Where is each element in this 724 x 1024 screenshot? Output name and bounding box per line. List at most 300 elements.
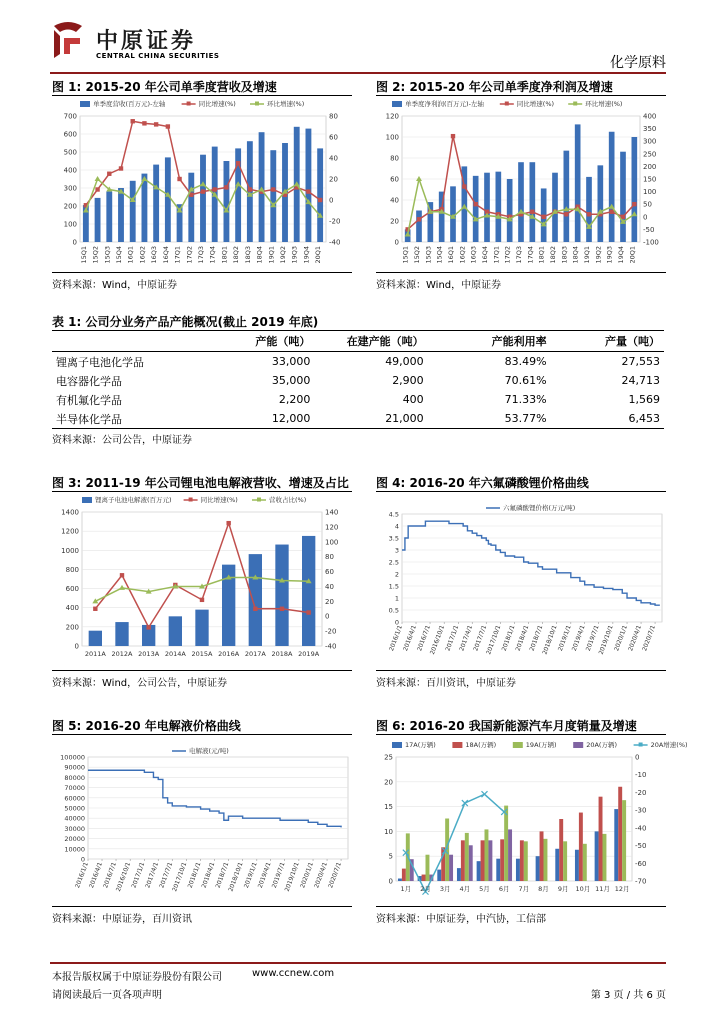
legend-label: 18A(万辆): [465, 741, 497, 749]
table-header-cell: 在建产能（吨）: [346, 335, 424, 348]
point: [482, 791, 488, 797]
x-tick-label: 2016/7/1: [416, 624, 432, 653]
x-tick-label: 2017/4/1: [458, 624, 475, 653]
legend-item: [500, 99, 554, 108]
bar: [586, 177, 592, 242]
table-cell: 12,000: [271, 412, 311, 425]
y-left-tick-label: 600: [63, 130, 77, 139]
x-tick-label: 10月: [575, 885, 591, 893]
fig6-chart: [376, 735, 688, 905]
y-tick-label: 10000: [64, 845, 85, 854]
x-tick-label: 17Q1: [492, 246, 501, 264]
point: [131, 119, 135, 123]
legend-item: [184, 495, 238, 504]
y-left-tick-label: 0: [72, 238, 77, 247]
chart-svg: [376, 492, 666, 668]
y-right-tick-label: -20: [329, 217, 341, 226]
table-header-row: [52, 331, 664, 352]
point: [473, 202, 477, 206]
bar: [426, 855, 430, 881]
point: [95, 176, 101, 181]
footer-disclaimer: 请阅读最后一页各项声明: [52, 990, 162, 1001]
x-tick-label: 2017/7/1: [472, 624, 489, 653]
x-tick-label: 16Q4: [481, 246, 489, 264]
point: [306, 610, 310, 614]
x-tick-label: 20Q1: [628, 246, 637, 264]
bar: [496, 172, 502, 242]
bar: [544, 839, 548, 881]
bar: [618, 787, 622, 881]
x-tick-label: 2020/1/1: [613, 624, 629, 653]
legend-label: 20A增速(%): [650, 741, 688, 749]
x-tick-label: 17Q1: [173, 246, 182, 264]
fig5-title: 图 5: 2016-20 年电解液价格曲线: [52, 719, 241, 733]
y-right-tick-label: -20: [635, 788, 647, 797]
x-tick-label: 18Q3: [243, 246, 252, 264]
x-tick-label: 2月: [420, 885, 431, 893]
bar: [598, 165, 604, 242]
fig1-title: 图 1: 2015-20 年公司单季度营收及增速: [52, 80, 277, 94]
legend-swatch: [392, 742, 402, 748]
point: [107, 172, 111, 176]
x-tick-label: 17Q3: [197, 246, 205, 264]
bar: [306, 129, 312, 242]
x-tick-label: 17Q2: [185, 246, 194, 264]
legend-swatch: [513, 742, 523, 748]
x-tick-label: 2011A: [84, 650, 106, 658]
y-right-tick-label: 0: [635, 753, 640, 762]
point: [306, 189, 310, 193]
x-tick-label: 15Q2: [91, 246, 100, 264]
table-cell: 半导体化学品: [56, 412, 122, 426]
x-tick-label: 2016/1/1: [388, 624, 404, 653]
x-tick-label: 15Q4: [435, 246, 444, 264]
y-tick-label: 2.5: [388, 558, 399, 567]
point: [248, 187, 252, 191]
bar: [422, 875, 426, 881]
y-left-tick-label: 40: [390, 196, 399, 205]
point: [120, 573, 124, 577]
x-tick-label: 19Q3: [290, 246, 299, 264]
point: [142, 121, 146, 125]
y-left-tick-label: 100: [63, 220, 77, 229]
y-right-tick-label: -40: [635, 824, 647, 833]
bar: [106, 192, 112, 242]
legend-item: [513, 741, 557, 749]
table-cell: 电容器化学品: [56, 374, 122, 388]
x-tick-label: 2012A: [111, 650, 133, 658]
fig6-rule-bottom: [376, 906, 666, 907]
legend-marker: [505, 102, 509, 106]
fig5-source: 资料来源：中原证券，百川资讯: [52, 914, 192, 925]
y-right-tick-label: -10: [635, 771, 647, 780]
legend-swatch: [82, 497, 92, 503]
legend-label: 单季度净利润(百万元)-左轴: [405, 100, 484, 108]
legend-label: 同比增速(%): [200, 496, 238, 504]
y-left-tick-label: 25: [384, 753, 393, 762]
y-left-tick-label: 60: [390, 175, 399, 184]
y-tick-label: 0.5: [388, 606, 399, 615]
x-tick-label: 2018/7/1: [528, 624, 545, 653]
x-tick-label: 16Q1: [447, 246, 455, 264]
bar: [599, 797, 603, 881]
y-left-tick-label: 0: [388, 877, 393, 886]
table-cell: 33,000: [271, 355, 311, 368]
y-left-tick-label: 20: [384, 778, 393, 787]
bar: [169, 616, 182, 646]
y-left-tick-label: 10: [384, 827, 393, 836]
x-tick-label: 2016/7/1: [102, 861, 118, 890]
point: [451, 134, 455, 138]
bar: [484, 173, 490, 242]
x-tick-label: 2019/4/1: [570, 624, 587, 653]
x-tick-label: 19Q4: [617, 246, 625, 264]
y-right-tick-label: 40: [329, 154, 338, 163]
y-right-tick-label: 20: [329, 175, 338, 184]
point: [213, 187, 217, 191]
legend-swatch: [392, 101, 402, 107]
legend-item: [392, 99, 484, 108]
bar: [516, 859, 520, 881]
bar: [540, 831, 544, 881]
bar: [632, 137, 638, 242]
x-tick-label: 2019/7/1: [584, 624, 601, 653]
table-cell: 2,900: [392, 374, 424, 387]
table-cell: 2,200: [278, 393, 311, 406]
y-right-tick-label: 120: [325, 523, 339, 532]
bar: [416, 211, 422, 243]
x-tick-label: 19Q3: [605, 246, 614, 264]
point: [119, 166, 123, 170]
x-tick-label: 2020/7/1: [327, 861, 343, 890]
table1-title: 表 1: 公司分业务产品产能概况(截止 2019 年底): [52, 315, 319, 329]
y-left-tick-label: 80: [390, 154, 399, 163]
fig2-chart: [376, 96, 666, 272]
y-right-tick-label: 60: [325, 568, 334, 577]
legend-marker: [639, 743, 643, 747]
y-left-tick-label: 20: [390, 217, 399, 226]
x-tick-label: 2016/1/1: [74, 861, 90, 890]
y-left-tick-label: 200: [63, 202, 77, 211]
page-number: 第 3 页 / 共 6 页: [590, 990, 666, 1001]
section-title: 化学原料: [610, 55, 666, 71]
legend-label: 电解液(元/吨): [189, 747, 229, 755]
legend-marker: [573, 102, 577, 106]
bar: [575, 850, 579, 881]
point: [201, 189, 205, 193]
y-right-tick-label: 50: [643, 200, 652, 209]
x-tick-label: 11月: [595, 885, 610, 893]
y-tick-label: 3: [394, 546, 399, 555]
point: [564, 212, 568, 216]
table-cell: 71.33%: [504, 393, 547, 406]
fig6-title: 图 6: 2016-20 我国新能源汽车月度销量及增速: [376, 719, 637, 733]
bar: [224, 161, 230, 242]
x-tick-label: 2013A: [138, 650, 160, 658]
point: [236, 161, 240, 165]
y-tick-label: 100000: [60, 753, 85, 762]
bar: [95, 198, 101, 242]
bar: [504, 806, 508, 881]
x-tick-label: 2016/4/1: [402, 624, 418, 653]
table-row: [52, 371, 664, 390]
x-tick-label: 18Q4: [571, 246, 580, 264]
point: [416, 176, 422, 181]
y-left-tick-label: 400: [65, 604, 79, 613]
footer-website[interactable]: www.ccnew.com: [252, 968, 335, 979]
y-right-tick-label: -20: [325, 627, 337, 636]
legend-item: [82, 495, 172, 504]
bar: [575, 124, 581, 242]
x-tick-label: 2017/1/1: [130, 861, 147, 890]
y-right-tick-label: -30: [635, 806, 647, 815]
fig4-rule-bottom: [376, 670, 666, 671]
bar: [496, 859, 500, 881]
fig1-rule-bottom: [52, 272, 352, 273]
point: [541, 215, 545, 219]
x-tick-label: 2017/10/1: [485, 624, 503, 656]
series-line: [88, 770, 341, 827]
chart-svg: [52, 735, 352, 905]
y-right-tick-label: 0: [643, 213, 648, 222]
chart-svg: [376, 735, 688, 905]
x-tick-label: 2018/4/1: [200, 861, 217, 890]
legend-label: 环比增速(%): [585, 100, 623, 108]
legend-swatch: [452, 742, 462, 748]
y-tick-label: 20000: [64, 835, 85, 844]
x-tick-label: 4月: [459, 885, 471, 893]
legend-item: [573, 741, 617, 749]
bar: [500, 839, 504, 881]
fig4-chart: [376, 492, 666, 668]
legend-item: [172, 746, 229, 755]
table-cell: 1,569: [628, 393, 660, 406]
legend-item: [486, 503, 575, 512]
y-tick-label: 0: [394, 618, 399, 627]
y-right-tick-label: 200: [643, 162, 657, 171]
fig3-title: 图 3: 2011-19 年公司锂电池电解液营收、增速及占比: [52, 476, 349, 490]
x-tick-label: 12月: [614, 885, 630, 893]
fig3-chart: [52, 492, 352, 668]
y-tick-label: 4: [394, 522, 399, 531]
y-left-tick-label: 1200: [61, 527, 79, 536]
bar: [165, 157, 171, 242]
y-tick-label: 2: [394, 570, 399, 579]
bar: [563, 841, 567, 881]
y-tick-label: 50000: [64, 804, 85, 813]
y-right-tick-label: -60: [635, 859, 647, 868]
legend-label: 20A(万辆): [586, 741, 617, 749]
fig1-chart: [52, 96, 352, 272]
y-tick-label: 60000: [64, 794, 85, 803]
y-right-tick-label: 250: [643, 150, 657, 159]
legend-item: [452, 741, 496, 749]
x-tick-label: 2020/4/1: [627, 624, 643, 653]
x-tick-label: 2018/1/1: [186, 861, 203, 890]
bar: [302, 536, 315, 646]
y-tick-label: 3.5: [388, 534, 399, 543]
x-tick-label: 2016/10/1: [428, 624, 447, 656]
capacity-table: [52, 330, 664, 429]
x-tick-label: 15Q2: [413, 246, 421, 264]
y-left-tick-label: 300: [63, 184, 77, 193]
table-cell: 53.77%: [504, 412, 547, 425]
y-left-tick-label: 5: [388, 852, 393, 861]
chart-svg: [376, 96, 666, 272]
point: [224, 185, 228, 189]
legend-item: [634, 740, 688, 749]
bar: [485, 829, 489, 881]
x-tick-label: 17Q2: [503, 246, 512, 264]
point: [200, 598, 204, 602]
x-tick-label: 16Q2: [138, 246, 147, 264]
y-left-tick-label: 1000: [61, 546, 79, 555]
bar: [620, 152, 626, 242]
y-tick-label: 70000: [64, 784, 85, 793]
bar: [195, 610, 208, 646]
y-right-tick-label: 60: [329, 133, 338, 142]
x-tick-label: 2016/4/1: [88, 861, 104, 890]
x-tick-label: 9月: [557, 885, 569, 893]
y-left-tick-label: 400: [63, 166, 77, 175]
table-cell: 有机氟化学品: [56, 393, 122, 407]
bar: [559, 819, 563, 881]
bar: [614, 809, 618, 881]
legend-item: [568, 99, 622, 108]
legend-item: [392, 741, 436, 749]
bar: [595, 831, 599, 881]
table-cell: 49,000: [385, 355, 424, 368]
point: [609, 210, 613, 214]
y-tick-label: 0: [80, 855, 85, 864]
x-tick-label: 2019/10/1: [283, 861, 301, 893]
legend-marker: [187, 102, 191, 106]
y-left-tick-label: 600: [65, 585, 79, 594]
y-right-tick-label: 140: [325, 508, 339, 517]
x-tick-label: 16Q3: [150, 246, 159, 264]
x-tick-label: 15Q4: [115, 246, 123, 264]
bar: [524, 841, 528, 881]
bar: [507, 179, 513, 242]
table-cell: 21,000: [385, 412, 424, 425]
bar: [520, 840, 524, 881]
y-right-tick-label: 20: [325, 597, 334, 606]
x-tick-label: 2019/4/1: [256, 861, 273, 890]
x-tick-label: 17Q4: [208, 246, 217, 264]
point: [146, 625, 150, 629]
point: [93, 607, 97, 611]
x-tick-label: 2017/7/1: [158, 861, 175, 890]
y-left-tick-label: 700: [63, 112, 77, 121]
table-row: [52, 409, 664, 429]
y-right-tick-label: -50: [643, 225, 655, 234]
y-right-tick-label: -100: [643, 238, 659, 247]
table-header-cell: 产能利用率: [491, 335, 547, 348]
plot-frame: [402, 514, 662, 622]
y-tick-label: 1: [394, 594, 399, 603]
x-tick-label: 6月: [498, 885, 510, 893]
chart-svg: [52, 96, 352, 272]
bar: [249, 554, 262, 646]
bar: [118, 188, 124, 242]
bar: [473, 176, 479, 242]
x-tick-label: 18Q3: [560, 246, 569, 264]
x-tick-label: 2018/1/1: [500, 624, 517, 653]
legend-item: [250, 99, 304, 108]
bar: [437, 870, 441, 881]
x-tick-label: 18Q1: [537, 246, 546, 264]
y-tick-label: 4.5: [388, 510, 399, 519]
x-tick-label: 2019/10/1: [597, 624, 615, 656]
chart-svg: [52, 492, 352, 668]
bar: [481, 840, 485, 881]
y-right-tick-label: -40: [329, 238, 341, 247]
point: [530, 210, 534, 214]
y-left-tick-label: 800: [65, 565, 79, 574]
point: [119, 585, 125, 590]
x-tick-label: 7月: [518, 885, 530, 893]
fig4-source: 资料来源：百川资讯，中原证券: [376, 678, 516, 689]
point: [621, 215, 625, 219]
y-right-tick-label: 400: [643, 112, 657, 121]
x-tick-label: 2016/10/1: [114, 861, 133, 893]
bar: [536, 856, 540, 881]
table-cell: 35,000: [271, 374, 311, 387]
fig1-source: 资料来源：Wind，中原证券: [52, 280, 178, 291]
fig5-rule-bottom: [52, 906, 352, 907]
x-tick-label: 2019A: [298, 650, 320, 658]
table-header-cell: 产能（吨）: [255, 335, 311, 348]
y-right-tick-label: -70: [635, 877, 647, 886]
y-right-tick-label: 300: [643, 137, 657, 146]
legend-swatch: [573, 742, 583, 748]
y-left-tick-label: 200: [65, 623, 79, 632]
x-tick-label: 2017A: [244, 650, 266, 658]
legend-label: 营收占比(%): [269, 496, 307, 504]
point: [271, 187, 275, 191]
x-tick-label: 20Q1: [314, 246, 323, 264]
y-left-tick-label: 15: [384, 803, 393, 812]
fig5-chart: [52, 735, 352, 905]
x-tick-label: 2017/10/1: [171, 861, 189, 893]
point: [632, 202, 636, 206]
bar: [449, 855, 453, 881]
y-tick-label: 1.5: [388, 582, 399, 591]
x-tick-label: 19Q1: [267, 246, 276, 264]
legend-label: 环比增速(%): [267, 100, 305, 108]
y-right-tick-label: 40: [325, 582, 334, 591]
bar: [457, 868, 461, 881]
x-tick-label: 18Q4: [255, 246, 264, 264]
y-right-tick-label: -50: [635, 842, 647, 851]
x-tick-label: 18Q1: [220, 246, 229, 264]
bar: [609, 132, 615, 242]
x-tick-label: 2014A: [164, 650, 186, 658]
legend-marker: [257, 498, 261, 502]
fig2-source: 资料来源：Wind，中原证券: [376, 280, 502, 291]
y-right-tick-label: 80: [329, 112, 338, 121]
x-tick-label: 16Q4: [161, 246, 170, 264]
x-tick-label: 1月: [400, 885, 412, 893]
bar: [579, 813, 583, 881]
x-tick-label: 8月: [538, 885, 549, 893]
bar: [398, 879, 402, 881]
x-tick-label: 2019/7/1: [270, 861, 287, 890]
x-tick-label: 19Q4: [302, 246, 311, 264]
y-tick-label: 30000: [64, 824, 85, 833]
y-left-tick-label: 0: [74, 642, 79, 651]
x-tick-label: 16Q2: [458, 246, 467, 264]
